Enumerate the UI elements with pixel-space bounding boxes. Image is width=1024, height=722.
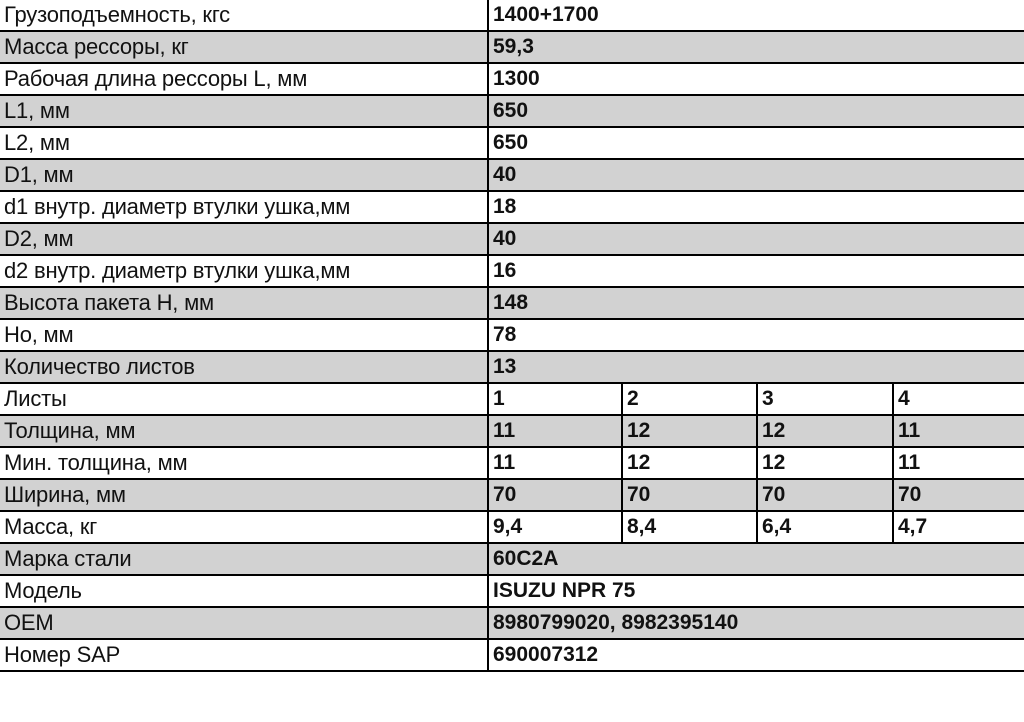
spec-label: Рабочая длина рессоры L, мм bbox=[0, 63, 488, 95]
spec-row bbox=[0, 63, 1024, 95]
spec-row bbox=[0, 127, 1024, 159]
spec-row bbox=[0, 287, 1024, 319]
spec-row bbox=[0, 575, 1024, 607]
spec-label: Масса рессоры, кг bbox=[0, 31, 488, 63]
spec-label: Толщина, мм bbox=[0, 415, 488, 447]
spec-row bbox=[0, 607, 1024, 639]
spec-value: 40 bbox=[488, 223, 1024, 255]
spec-value: 13 bbox=[488, 351, 1024, 383]
spec-value: 650 bbox=[488, 95, 1024, 127]
leaf-value-cell: 12 bbox=[622, 415, 757, 447]
spec-label: Ho, мм bbox=[0, 319, 488, 351]
leaf-value-cell: 9,4 bbox=[488, 511, 622, 543]
spec-label: D1, мм bbox=[0, 159, 488, 191]
spec-label: Масса, кг bbox=[0, 511, 488, 543]
leaf-value-cell: 12 bbox=[757, 447, 893, 479]
leaf-value-cell: 8,4 bbox=[622, 511, 757, 543]
spec-row bbox=[0, 31, 1024, 63]
spec-value: 60C2A bbox=[488, 543, 1024, 575]
spec-row bbox=[0, 255, 1024, 287]
spec-label: D2, мм bbox=[0, 223, 488, 255]
leaf-value-cell: 6,4 bbox=[757, 511, 893, 543]
spec-row bbox=[0, 511, 1024, 543]
spec-row bbox=[0, 479, 1024, 511]
leaf-value-cell: 12 bbox=[622, 447, 757, 479]
spec-label: Ширина, мм bbox=[0, 479, 488, 511]
spec-value: 40 bbox=[488, 159, 1024, 191]
spec-row bbox=[0, 223, 1024, 255]
spec-label: Мин. толщина, мм bbox=[0, 447, 488, 479]
leaf-value-cell: 3 bbox=[757, 383, 893, 415]
spec-label: Грузоподъемность, кгс bbox=[0, 0, 488, 31]
spec-row bbox=[0, 191, 1024, 223]
spec-value: 16 bbox=[488, 255, 1024, 287]
spec-row bbox=[0, 0, 1024, 31]
spec-label: Модель bbox=[0, 575, 488, 607]
spec-label: d1 внутр. диаметр втулки ушка,мм bbox=[0, 191, 488, 223]
spec-label: Количество листов bbox=[0, 351, 488, 383]
spec-label: OEM bbox=[0, 607, 488, 639]
spec-value: 8980799020, 8982395140 bbox=[488, 607, 1024, 639]
spec-value: 18 bbox=[488, 191, 1024, 223]
spec-value: 690007312 bbox=[488, 639, 1024, 671]
spec-row bbox=[0, 383, 1024, 415]
spec-label: Марка стали bbox=[0, 543, 488, 575]
spec-row bbox=[0, 351, 1024, 383]
spec-row bbox=[0, 447, 1024, 479]
spec-value: 650 bbox=[488, 127, 1024, 159]
leaf-value-cell: 4,7 bbox=[893, 511, 1024, 543]
spec-row bbox=[0, 543, 1024, 575]
leaf-value-cell: 11 bbox=[893, 415, 1024, 447]
spec-row bbox=[0, 415, 1024, 447]
leaf-value-cell: 70 bbox=[488, 479, 622, 511]
spec-label: Номер SAP bbox=[0, 639, 488, 671]
spec-value: 59,3 bbox=[488, 31, 1024, 63]
spec-label: L1, мм bbox=[0, 95, 488, 127]
leaf-value-cell: 70 bbox=[893, 479, 1024, 511]
spec-label: Листы bbox=[0, 383, 488, 415]
spec-value: 1300 bbox=[488, 63, 1024, 95]
leaf-value-cell: 1 bbox=[488, 383, 622, 415]
leaf-value-cell: 70 bbox=[757, 479, 893, 511]
leaf-value-cell: 11 bbox=[488, 447, 622, 479]
spec-label: d2 внутр. диаметр втулки ушка,мм bbox=[0, 255, 488, 287]
leaf-value-cell: 4 bbox=[893, 383, 1024, 415]
leaf-value-cell: 12 bbox=[757, 415, 893, 447]
spec-value: ISUZU NPR 75 bbox=[488, 575, 1024, 607]
leaf-value-cell: 11 bbox=[893, 447, 1024, 479]
spec-label: Высота пакета H, мм bbox=[0, 287, 488, 319]
spec-row bbox=[0, 95, 1024, 127]
spec-value: 78 bbox=[488, 319, 1024, 351]
spec-row bbox=[0, 319, 1024, 351]
leaf-value-cell: 2 bbox=[622, 383, 757, 415]
spec-value: 1400+1700 bbox=[488, 0, 1024, 31]
leaf-value-cell: 70 bbox=[622, 479, 757, 511]
spec-label: L2, мм bbox=[0, 127, 488, 159]
spec-value: 148 bbox=[488, 287, 1024, 319]
spec-row bbox=[0, 639, 1024, 671]
leaf-value-cell: 11 bbox=[488, 415, 622, 447]
spec-row bbox=[0, 159, 1024, 191]
